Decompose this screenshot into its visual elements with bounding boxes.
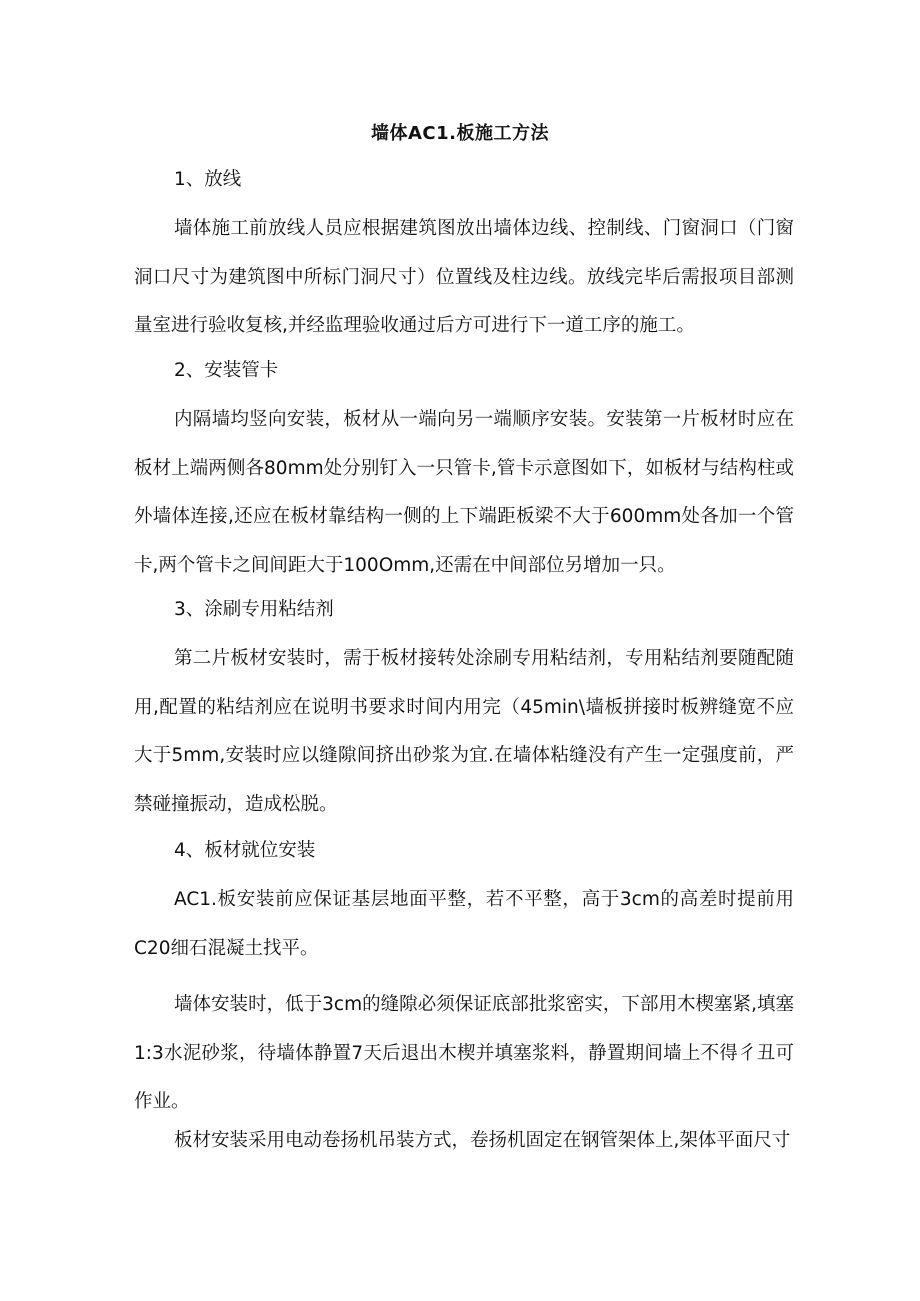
section-4-paragraph-1: AC1.板安装前应保证基层地面平整，若不平整，高于3cm的高差时提前用C20细石混凝土找平。 bbox=[134, 889, 794, 959]
section-1-paragraph-1: 墙体施工前放线人员应根据建筑图放出墙体边线、控制线、门窗洞口（门窗洞口尺寸为建筑图中所标门洞尺寸）位置线及柱边线。放线完毕后需报项目部测量室进行验收复核,并经监理验收通过后方可进行下一道工序的施工。 bbox=[134, 218, 794, 336]
section-heading-3: 3、涂刷专用粘结剂 bbox=[174, 599, 334, 620]
section-heading-2: 2、安装管卡 bbox=[174, 360, 279, 381]
section-4-paragraph-2: 墙体安装时，低于3cm的缝隙必须保证底部批浆密实，下部用木楔塞紧,填塞1:3水泥砂浆，待墙体静置7天后退出木楔并填塞浆料，静置期间墙上不得彳丑可作业。 bbox=[134, 994, 794, 1112]
document-title: 墙体AC1.板施工方法 bbox=[370, 123, 549, 144]
section-2-paragraph-1: 内隔墙均竖向安装，板材从一端向另一端顺序安装。安装第一片板材时应在板材上端两侧各80mm处分别钉入一只管卡,管卡示意图如下，如板材与结构柱或外墙体连接,还应在板材靠结构一侧的上下端距板梁不大于600mm处各加一个管卡,两个管卡之间间距大于100Omm,还需在中间部位另增加一只。 bbox=[134, 409, 794, 576]
section-heading-4: 4、板材就位安装 bbox=[174, 840, 316, 861]
section-3-paragraph-1: 第二片板材安装时，需于板材接转处涂刷专用粘结剂，专用粘结剂要随配随用,配置的粘结剂应在说明书要求时间内用完（45min\墙板拼接时板辨缝宽不应大于5mm,安装时应以缝隙间挤出砂浆为宜.在墙体粘缝没有产生一定强度前，严禁碰撞振动，造成松脱。 bbox=[134, 648, 794, 815]
section-heading-1: 1、放线 bbox=[174, 169, 242, 190]
section-4-paragraph-3: 板材安装采用电动卷扬机吊装方式，卷扬机固定在钢管架体上,架体平面尺寸 bbox=[174, 1130, 791, 1151]
